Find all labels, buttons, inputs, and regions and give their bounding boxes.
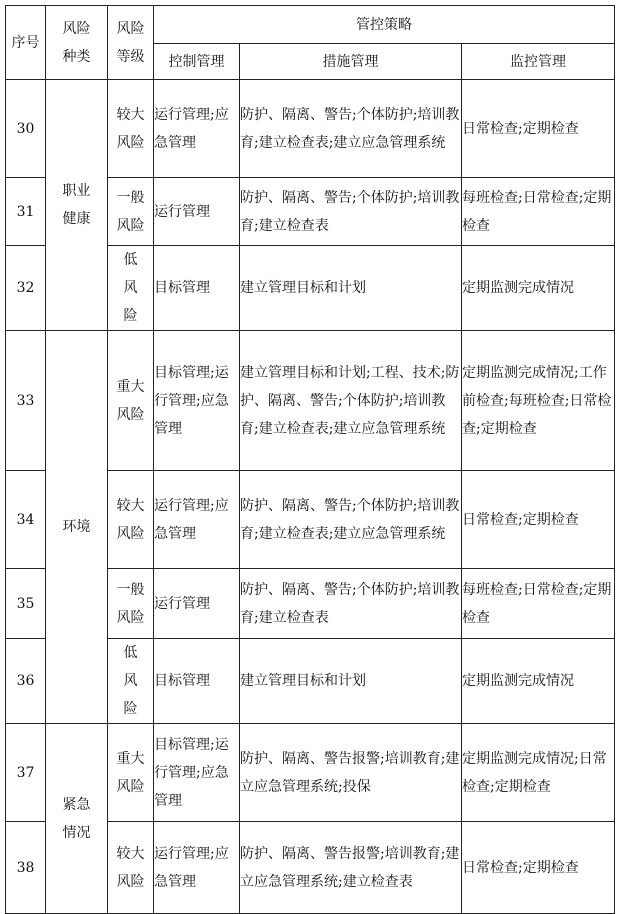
- control-cell: 目标管理;运行管理;应急管理: [154, 331, 240, 471]
- risk-level-cell: [108, 569, 154, 639]
- control-cell: 目标管理;运行管理;应急管理: [154, 724, 240, 822]
- measures-cell: 建立管理目标和计划: [240, 246, 462, 331]
- risk-level-label: 低风险: [123, 645, 138, 717]
- header-risk-type: [46, 6, 108, 80]
- risk-level-cell: [108, 331, 154, 471]
- risk-level-label: 低风险: [123, 252, 138, 324]
- header-risk-type-label: 风险种类: [62, 20, 91, 65]
- control-cell: 运行管理: [154, 178, 240, 246]
- row-seq: 38: [6, 822, 46, 914]
- header-measures: 措施管理: [240, 44, 462, 80]
- row-seq: 33: [6, 331, 46, 471]
- control-cell: 目标管理: [154, 639, 240, 724]
- measures-cell: 防护、隔离、警告;个体防护;培训教育;建立检查表: [240, 569, 462, 639]
- measures-cell: 防护、隔离、警告报警;培训教育;建立应急管理系统;投保: [240, 724, 462, 822]
- table-row: [6, 80, 615, 178]
- row-seq: 36: [6, 639, 46, 724]
- risk-level-cell: [108, 724, 154, 822]
- control-cell: 运行管理;应急管理: [154, 80, 240, 178]
- control-cell: 运行管理: [154, 569, 240, 639]
- measures-cell: 防护、隔离、警告;个体防护;培训教育;建立检查表;建立应急管理系统: [240, 80, 462, 178]
- control-cell: 运行管理;应急管理: [154, 471, 240, 569]
- risk-level-cell: [108, 822, 154, 914]
- header-strategy: 管控策略: [154, 6, 615, 44]
- risk-level-label: 重大风险: [116, 750, 145, 795]
- monitor-cell: 日常检查;定期检查: [462, 471, 615, 569]
- measures-cell: 防护、隔离、警告报警;培训教育;建立应急管理系统;建立检查表: [240, 822, 462, 914]
- control-cell: 运行管理;应急管理: [154, 822, 240, 914]
- risk-level-label: 较大风险: [116, 106, 145, 151]
- measures-cell: 防护、隔离、警告;个体防护;培训教育;建立检查表;建立应急管理系统: [240, 471, 462, 569]
- risk-level-label: 一般风险: [116, 581, 145, 626]
- monitor-cell: 每班检查;日常检查;定期检查: [462, 178, 615, 246]
- risk-type-cell: [46, 331, 108, 724]
- table-row: [6, 724, 615, 822]
- header-seq: 序号: [6, 6, 46, 80]
- risk-level-cell: [108, 178, 154, 246]
- row-seq: 32: [6, 246, 46, 331]
- risk-level-cell: [108, 246, 154, 331]
- measures-cell: 建立管理目标和计划: [240, 639, 462, 724]
- table-row: [6, 331, 615, 471]
- risk-level-cell: [108, 471, 154, 569]
- risk-level-label: 较大风险: [116, 497, 145, 542]
- risk-level-cell: [108, 80, 154, 178]
- header-control: 控制管理: [154, 44, 240, 80]
- risk-type-cell: [46, 80, 108, 331]
- monitor-cell: 日常检查;定期检查: [462, 822, 615, 914]
- measures-cell: 建立管理目标和计划;工程、技术;防护、隔离、警告;个体防护;培训教育;建立检查表;建立应急管理系统: [240, 331, 462, 471]
- risk-control-table: [5, 5, 615, 914]
- row-seq: 31: [6, 178, 46, 246]
- risk-type-label: 职业健康: [62, 183, 91, 227]
- measures-cell: 防护、隔离、警告;个体防护;培训教育;建立检查表: [240, 178, 462, 246]
- risk-level-label: 较大风险: [116, 845, 145, 890]
- risk-level-cell: [108, 639, 154, 724]
- monitor-cell: 日常检查;定期检查: [462, 80, 615, 178]
- risk-type-label: 紧急情况: [62, 796, 91, 841]
- monitor-cell: 每班检查;日常检查;定期检查: [462, 569, 615, 639]
- row-seq: 30: [6, 80, 46, 178]
- risk-level-label: 一般风险: [116, 189, 145, 234]
- risk-level-label: 重大风险: [116, 378, 145, 423]
- monitor-cell: 定期监测完成情况: [462, 246, 615, 331]
- header-risk-level: [108, 6, 154, 80]
- row-seq: 37: [6, 724, 46, 822]
- risk-type-cell: [46, 724, 108, 914]
- monitor-cell: 定期监测完成情况;工作前检查;每班检查;日常检查;定期检查: [462, 331, 615, 471]
- monitor-cell: 定期监测完成情况: [462, 639, 615, 724]
- row-seq: 35: [6, 569, 46, 639]
- monitor-cell: 定期监测完成情况;日常检查;定期检查: [462, 724, 615, 822]
- risk-type-label: 环境: [62, 519, 91, 535]
- row-seq: 34: [6, 471, 46, 569]
- control-cell: 目标管理: [154, 246, 240, 331]
- header-risk-level-label: 风险等级: [116, 20, 145, 65]
- header-monitor: 监控管理: [462, 44, 615, 80]
